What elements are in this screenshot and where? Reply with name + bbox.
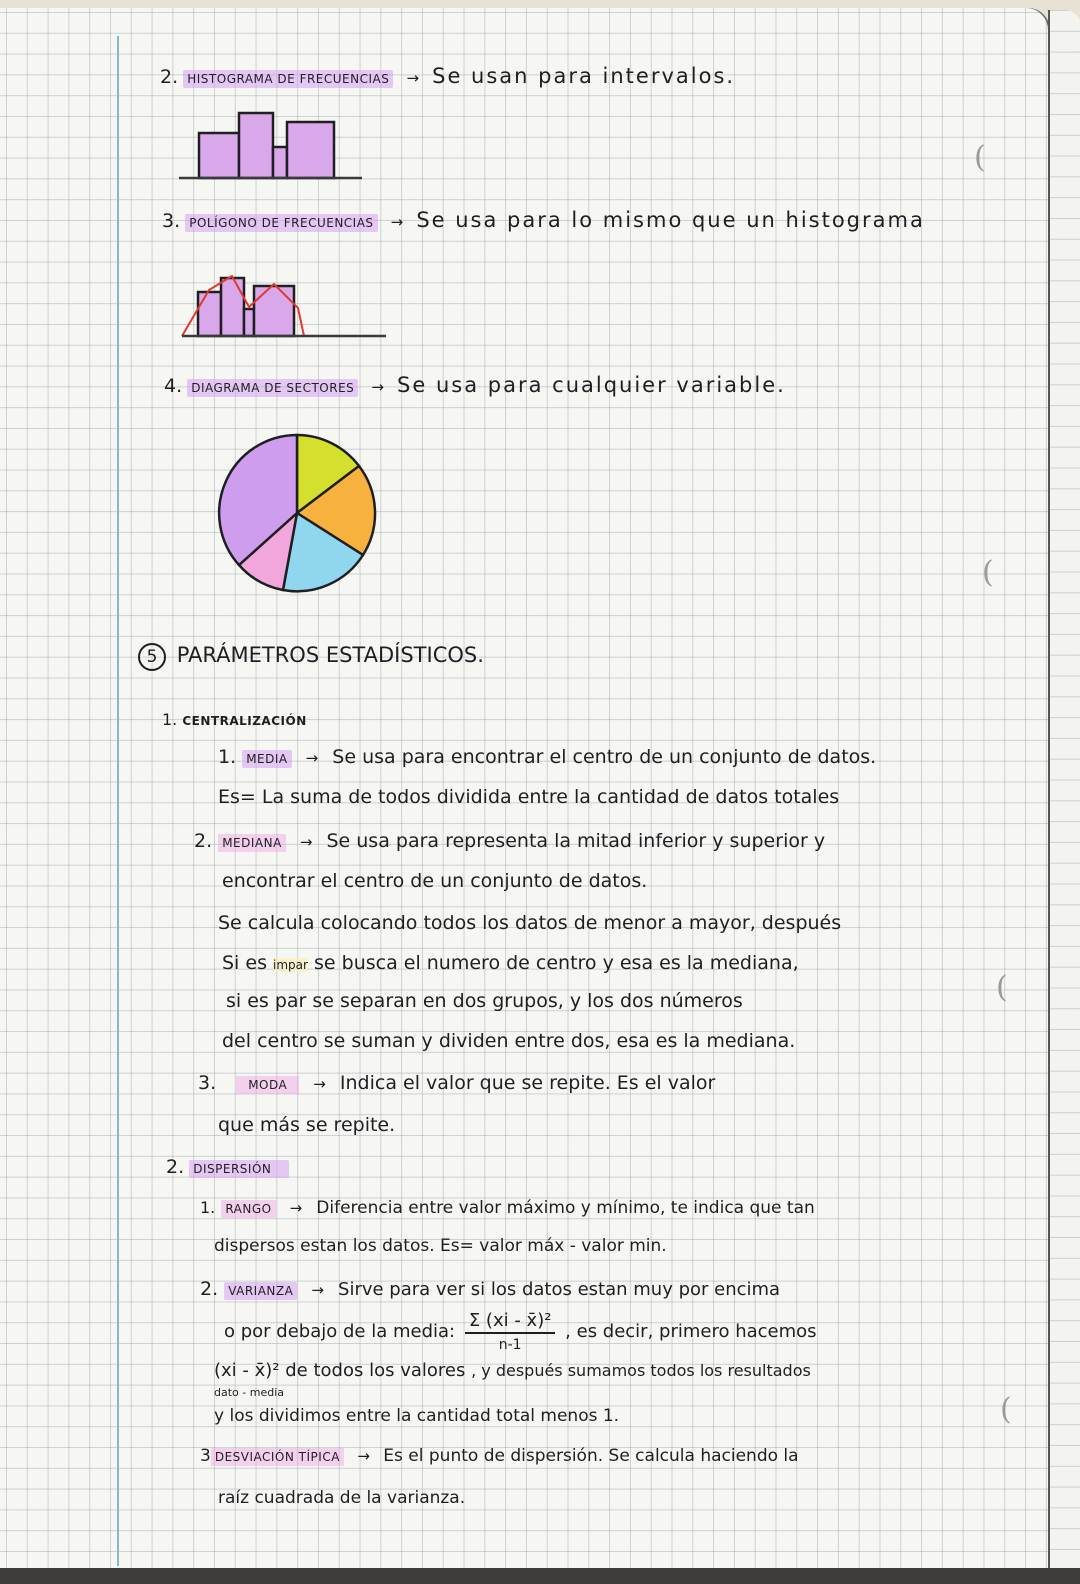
item-number: 2. [160, 66, 179, 88]
polygon-heading [162, 208, 925, 232]
parametros-title: PARÁMETROS ESTADÍSTICOS. [176, 643, 484, 667]
rango-text: Diferencia entre valor máximo y mínimo, te indica que tan [316, 1198, 815, 1218]
pie-heading [164, 373, 786, 397]
rango-line-1 [200, 1196, 815, 1218]
arrow-icon: → [299, 833, 313, 851]
pie-chart-sketch [215, 435, 385, 605]
impar-note: impar [273, 958, 308, 972]
arrow-icon: → [357, 1447, 370, 1465]
desviacion-text: Es el punto de dispersión. Se calcula haciendo la [383, 1446, 799, 1466]
mediana-title: MEDIANA [218, 834, 286, 852]
squared-deviation: (xi - x̄)² [214, 1360, 280, 1381]
histogram-title: HISTOGRAMA DE FRECUENCIAS [183, 70, 393, 88]
item-number: 3. [162, 210, 181, 232]
moda-line-2: que más se repite. [218, 1114, 396, 1136]
next-page-edge [1048, 10, 1080, 1570]
text-fragment: , y después sumamos todos los resultados [471, 1361, 811, 1380]
item-number: 1. [200, 1198, 216, 1217]
varianza-note: dato - media [214, 1386, 284, 1399]
moda-line-1 [198, 1072, 715, 1094]
variance-formula [465, 1312, 556, 1352]
section-number-circle: 5 [138, 643, 166, 671]
rango-title: RANGO [221, 1200, 275, 1218]
arrow-icon: → [311, 1281, 324, 1299]
arrow-icon: → [305, 749, 319, 767]
rango-line-2: dispersos estan los datos. Es= valor máx - valor min. [214, 1236, 667, 1256]
varianza-line-4: y los dividimos entre la cantidad total menos 1. [214, 1406, 620, 1426]
mediana-line-2: encontrar el centro de un conjunto de datos. [222, 870, 648, 892]
mediana-line-3: Se calcula colocando todos los datos de menor a mayor, después [218, 912, 842, 934]
text-fragment: o por debajo de la media: [224, 1321, 456, 1342]
binder-hole-mark: ( [996, 970, 1008, 1005]
histogram-sketch [176, 105, 376, 185]
item-number: 2. [200, 1278, 219, 1300]
mediana-line-1 [194, 830, 825, 852]
item-number: 3 [200, 1446, 211, 1466]
desviacion-line-1 [200, 1446, 799, 1466]
arrow-icon: → [313, 1075, 326, 1093]
page-bottom-shadow [0, 1568, 1080, 1584]
media-line-2: Es= La suma de todos dividida entre la cantidad de datos totales [218, 786, 840, 808]
dispersion-heading [166, 1156, 289, 1178]
arrow-icon: → [406, 69, 420, 87]
varianza-text: Sirve para ver si los datos estan muy por encima [338, 1279, 781, 1300]
dispersion-title: DISPERSIÓN [189, 1160, 289, 1178]
item-number: 2. [166, 1156, 185, 1178]
varianza-line-1 [200, 1278, 780, 1300]
binder-hole-mark: ( [974, 140, 986, 175]
text-fragment: se busca el numero de centro y esa es la mediana, [314, 952, 799, 974]
moda-title: MODA [236, 1076, 299, 1094]
binder-hole-mark: ( [1000, 1392, 1012, 1427]
item-number: 3. [198, 1072, 217, 1094]
pie-description: Se usa para cualquier variable. [397, 373, 786, 397]
pie-title: DIAGRAMA DE SECTORES [187, 379, 358, 397]
mediana-text: Se usa para representa la mitad inferior y superior y [326, 830, 826, 852]
polygon-description: Se usa para lo mismo que un histograma [416, 208, 925, 232]
text-fragment: Si es [222, 952, 267, 974]
media-title: MEDIA [242, 750, 291, 768]
arrow-icon: → [289, 1199, 303, 1217]
item-number: 4. [164, 375, 183, 397]
item-number: 1. [218, 746, 237, 768]
histogram-description: Se usan para intervalos. [432, 64, 736, 88]
arrow-icon: → [371, 378, 384, 396]
centralizacion-heading [162, 710, 307, 729]
mediana-line-5: si es par se separan en dos grupos, y los dos números [226, 990, 743, 1012]
item-number: 1. [162, 710, 178, 729]
binder-hole-mark: ( [982, 555, 994, 590]
varianza-line-3 [214, 1360, 811, 1381]
mediana-line-4 [222, 952, 799, 974]
arrow-icon: → [390, 213, 404, 231]
margin-line [117, 36, 119, 1566]
text-fragment: de todos los valores [285, 1360, 466, 1381]
desviacion-title: DESVIACIÓN TÍPICA [211, 1448, 344, 1466]
varianza-title: VARIANZA [224, 1282, 297, 1300]
mediana-line-6: del centro se suman y dividen entre dos, esa es la mediana. [222, 1030, 796, 1052]
formula-numerator: Σ (xi - x̄)² [465, 1312, 556, 1334]
desviacion-line-2: raíz cuadrada de la varianza. [218, 1488, 466, 1508]
polygon-title: POLÍGONO DE FRECUENCIAS [185, 214, 377, 232]
varianza-line-2 [224, 1312, 817, 1352]
text-fragment: , es decir, primero hacemos [565, 1321, 817, 1342]
formula-denominator: n-1 [498, 1337, 522, 1353]
item-number: 2. [194, 830, 213, 852]
centralizacion-title: CENTRALIZACIÓN [182, 714, 307, 728]
media-text: Se usa para encontrar el centro de un conjunto de datos. [332, 746, 877, 768]
parametros-heading [138, 643, 484, 671]
frequency-polygon-sketch [176, 270, 396, 340]
moda-text: Indica el valor que se repite. Es el valor [339, 1072, 716, 1094]
histogram-heading [160, 64, 735, 88]
media-line-1 [218, 746, 876, 768]
